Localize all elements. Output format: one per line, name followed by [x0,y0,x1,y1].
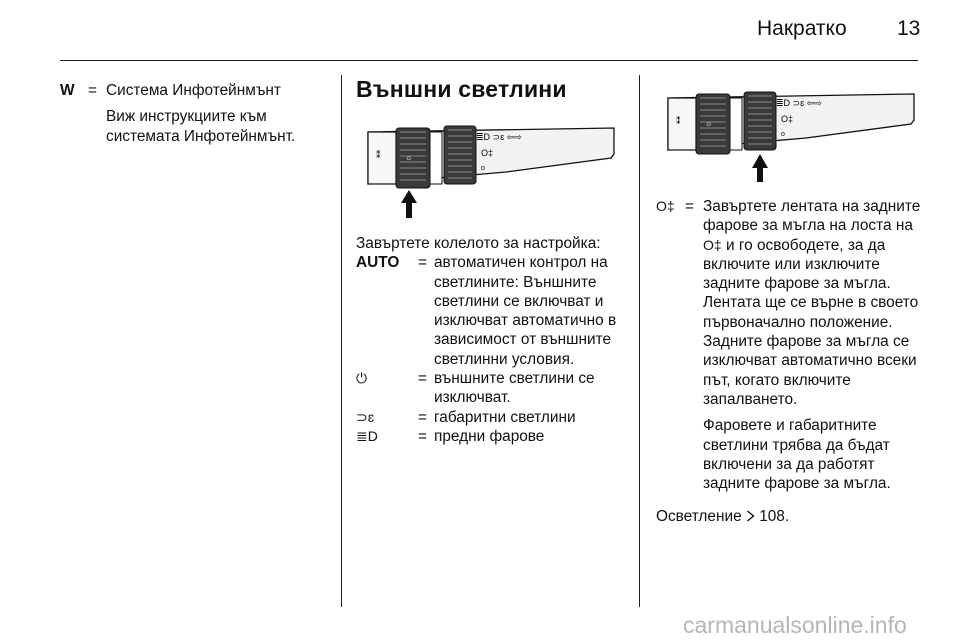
header-rule [60,60,918,61]
def-eq: = [418,408,427,426]
def-eq: = [685,198,694,215]
svg-text:O‡: O‡ [481,148,494,158]
right-column [656,197,924,527]
reference-text: Осветление [656,508,742,526]
reference-arrow-icon [746,510,755,522]
column-divider-right [639,75,640,607]
def-key: W [60,82,75,99]
header-title: Накратко [757,17,847,40]
svg-text:o: o [781,131,785,138]
cross-reference [656,507,924,526]
middle-column [356,234,626,446]
fog-light-switch-illustration [656,72,918,184]
watermark: carmanualsonline.info [683,612,907,638]
fog-light-item [656,197,924,493]
light-options-list [356,253,626,446]
headlight-text: предни фарове [434,427,545,445]
def-text: Система Инфотейнмънт [106,82,281,99]
fog-text-part1: Завъртете лентата на задните фарове за мъгла на лоста на [703,198,921,235]
fog-light-text [703,197,924,409]
column-divider-left [341,75,342,607]
def-item-infotainment [60,81,330,146]
def-note: Виж инструкциите към системата Инфотейнмънт. [106,108,296,145]
fog-text-part2: и го освободете, за да включите или изключите задните фарове за мъгла. Лентата ще се върне в своето първоначално положение. Задните фарове за мъгла се изключват автоматично всеки път, когато включите запалването. [703,236,919,408]
def-body [106,81,330,146]
sidelight-text: габаритни светлини [434,408,576,426]
auto-text: автоматичен контрол на светлините: Външните светлини се включват и изключват автоматично в зависимост от външните светлинни условия. [434,254,617,368]
svg-text:☼: ☼ [705,119,713,128]
def-eq: = [418,370,427,388]
reference-page[interactable]: 108. [759,508,790,526]
section-heading: Външни светлини [356,76,567,102]
headlight-icon: ≣D [356,427,378,444]
def-eq: = [418,427,427,445]
auto-key: AUTO [356,254,400,272]
power-icon: ⏻ [356,370,368,387]
def-eq: = [418,254,427,272]
svg-text:⁑: ⁑ [676,116,681,126]
svg-text:O‡: O‡ [781,114,794,124]
intro-text: Завъртете колелото за настройка: [356,235,601,252]
rear-fog-light-icon-inline: O‡ [703,236,722,253]
svg-text:≣D ⊃ɛ ⇦⇨: ≣D ⊃ɛ ⇦⇨ [776,98,822,108]
svg-text:⁑: ⁑ [376,150,381,160]
side-light-icon: ⊃ɛ [356,408,375,425]
def-eq: = [88,82,97,99]
svg-text:o: o [481,165,485,172]
left-column [60,81,330,146]
fog-light-body [703,197,924,493]
svg-text:☼: ☼ [405,153,413,162]
fog-light-note: Фаровете и габаритните светлини трябва да бъдат включени за да работят задните фарове за мъгла. [703,417,891,493]
light-switch-illustration [356,118,618,218]
rear-fog-light-icon: O‡ [656,198,675,214]
off-text: външните светлини се изключват. [434,370,595,407]
svg-text:≣D ⊃ɛ ⇦⇨: ≣D ⊃ɛ ⇦⇨ [476,132,522,142]
page-number: 13 [897,17,921,40]
